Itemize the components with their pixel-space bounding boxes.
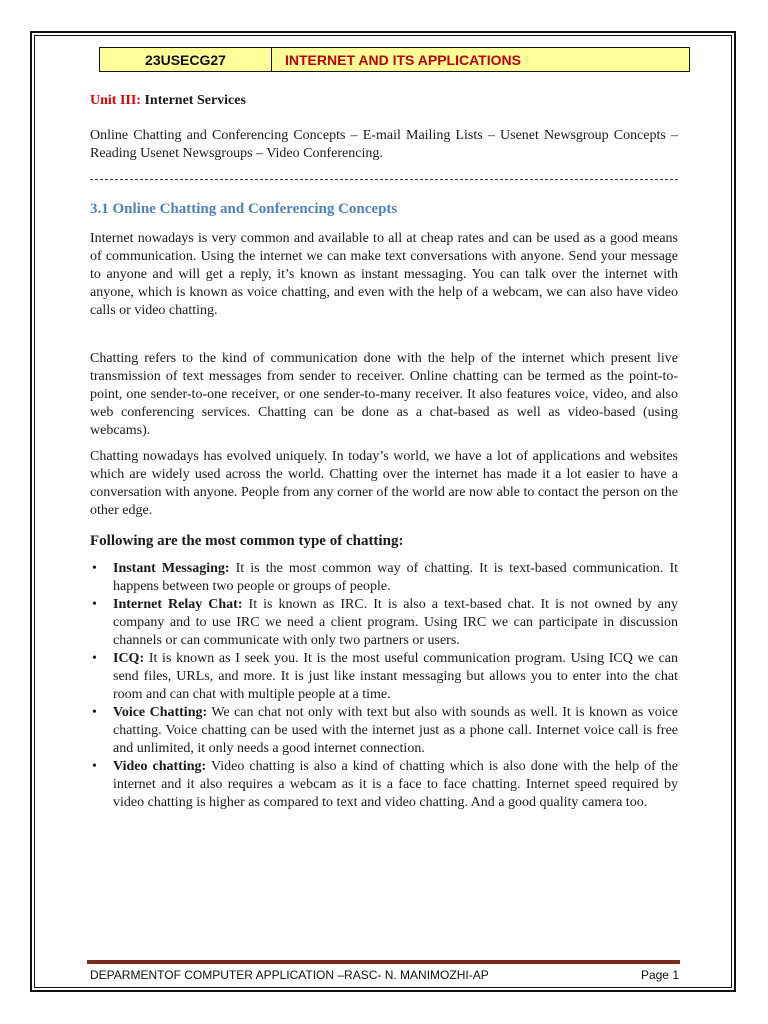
list-item-text: It is known as I seek you. It is the most useful communication program. Using ICQ we can send files, URLs, and more. It is just like instant messaging but allows you to enter into the chat room and can chat with multiple people at a time. (113, 651, 678, 702)
footer-rule (87, 960, 680, 964)
bullet-icon: • (92, 651, 97, 666)
document-body (90, 92, 678, 812)
list-item (90, 758, 678, 812)
course-title: INTERNET AND ITS APPLICATIONS (285, 51, 521, 68)
course-code: 23USECG27 (100, 48, 272, 71)
list-item-term: Video chatting: (113, 759, 207, 774)
course-header-table (99, 47, 690, 72)
list-item (90, 596, 678, 650)
list-item-term: Internet Relay Chat: (113, 597, 243, 612)
list-item (90, 560, 678, 596)
list-item-text: We can chat not only with text but also with sounds as well. It is known as voice chatting. Voice chatting can be used with the internet just as a phone call. Internet voice call is free and unlimited, it only needs a good internet connection. (113, 705, 679, 756)
bullet-icon: • (92, 705, 97, 720)
dashed-divider (90, 179, 678, 180)
page-number: Page 1 (640, 968, 679, 982)
footer-department: DEPARMENTOF COMPUTER APPLICATION –RASC- N. MANIMOZHI-AP (90, 968, 489, 982)
list-item-text: It is the most common way of chatting. It is text-based communication. It happens between two people or groups of people. (113, 561, 678, 594)
chatting-types-list (90, 560, 678, 812)
paragraph-chatting-evolved: Chatting nowadays has evolved uniquely. In today’s world, we have a lot of applications and websites which are widely used across the world. Chatting over the internet has made it a lot easier to have a conversation with anyone. People from any corner of the world are now able to contact the person on the other edge. (90, 449, 678, 518)
list-item-text: Video chatting is also a kind of chatting which is also done with the help of the internet and it also requires a webcam as it is a face to face chatting. Internet speed required by video chatting is higher as compared to text and video chatting. And a good quality camera too. (113, 759, 678, 810)
paragraph-intro: Internet nowadays is very common and available to all at cheap rates and can be used as a good means of communication. Using the internet we can make text conversations with anyone. Send your message to anyone and will get a reply, it’s known as instant messaging. You can talk over the internet with anyone, which is known as voice chatting, and even with the help of a webcam, we can also have video calls or video chatting. (90, 231, 678, 318)
section-heading: 3.1 Online Chatting and Conferencing Concepts (90, 201, 398, 217)
unit-line (90, 92, 678, 110)
paragraph-chatting-definition: Chatting refers to the kind of communication done with the help of the internet which present live transmission of text messages from sender to receiver. Online chatting can be termed as the point-to-point, one sender-to-one receiver, or one sender-to-many receiver. It also features voice, video, and also web conferencing services. Chatting can be done as a chat-based as well as video-based (using webcams). (90, 351, 678, 438)
unit-topics: Online Chatting and Conferencing Concepts – E-mail Mailing Lists – Usenet Newsgroup Concepts – Reading Usenet Newsgroups – Video Conferencing. (90, 128, 678, 161)
bullet-icon: • (92, 561, 97, 576)
unit-label: Unit III: (90, 93, 141, 108)
list-item-term: Instant Messaging: (113, 561, 230, 576)
list-item-text: It is known as IRC. It is also a text-based chat. It is not owned by any company and to use IRC we need a client program. Using IRC we can participate in discussion channels or can communicate with only two partners or users. (113, 597, 678, 648)
bullet-icon: • (92, 597, 97, 612)
bullet-icon: • (92, 759, 97, 774)
list-item (90, 704, 678, 758)
list-item (90, 650, 678, 704)
unit-name: Internet Services (140, 93, 246, 108)
list-item-term: Voice Chatting: (113, 705, 208, 720)
chatting-types-heading: Following are the most common type of chatting: (90, 533, 404, 549)
list-item-term: ICQ: (113, 651, 145, 666)
